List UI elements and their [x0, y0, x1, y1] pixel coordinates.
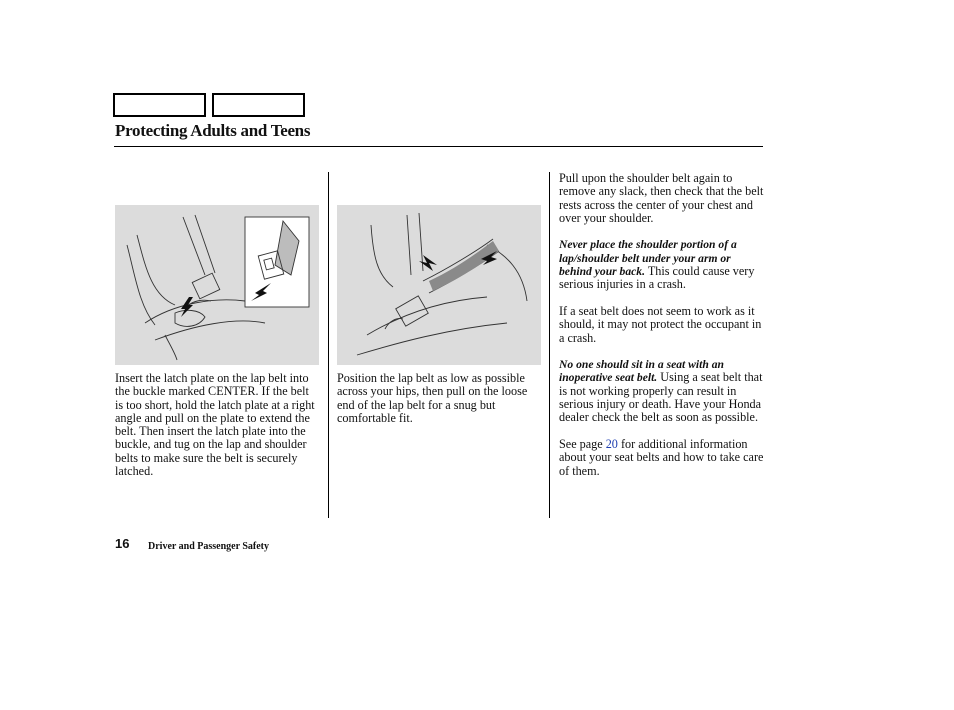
buckle-latch-figure	[115, 205, 319, 365]
header-tab-box-left	[113, 93, 206, 117]
column-1-text	[115, 372, 320, 492]
reference-text-after: for additional information about your seat belts and how to take care of them.	[559, 436, 764, 478]
header-tab-box-right	[212, 93, 305, 117]
column-divider-1	[328, 172, 329, 518]
section-name: Driver and Passenger Safety	[148, 541, 270, 552]
page-title: Protecting Adults and Teens	[115, 121, 311, 140]
warning-text: Never place the shoulder portion of a lap/shoulder belt under your arm or behind your back.	[559, 238, 737, 279]
column-3-text	[559, 172, 765, 491]
buckle-latch-illustration-icon	[115, 205, 319, 365]
instruction-paragraph: Insert the latch plate on the lap belt into the buckle marked CENTER. If the belt is too short, hold the latch plate at a right angle and pull on the plate to extend the belt. Then insert the latch plate into the buckle, and tug on the lap and shoulder belts to make sure the belt is securely latched.	[115, 371, 315, 479]
instruction-paragraph: Position the lap belt as low as possible across your hips, then pull on the loose end of the lap belt for a snug but comfortable fit.	[337, 371, 528, 425]
instruction-paragraph: Pull upon the shoulder belt again to remove any slack, then check that the belt rests across the center of your chest and over your shoulder.	[559, 171, 764, 225]
page-20-link[interactable]: 20	[605, 436, 618, 451]
warning-paragraph	[559, 238, 765, 291]
reference-paragraph	[559, 438, 765, 478]
lap-belt-figure	[337, 205, 541, 365]
warning-detail: This could cause very serious injuries in a crash.	[559, 264, 755, 292]
lap-belt-tighten-illustration-icon	[337, 205, 541, 365]
warning-paragraph	[559, 358, 765, 424]
warning-detail: Using a seat belt that is not working properly can result in serious injury or death. Have your Honda dealer check the belt as soon as possible.	[559, 370, 763, 425]
info-paragraph: If a seat belt does not seem to work as it should, it may not protect the occupant in a crash.	[559, 303, 762, 345]
reference-text-before: See page	[559, 436, 606, 451]
title-rule	[114, 146, 763, 147]
column-divider-2	[549, 172, 550, 518]
page-number: 16	[115, 536, 130, 551]
column-2-text	[337, 372, 542, 438]
warning-text: No one should sit in a seat with an inoperative seat belt.	[559, 358, 724, 385]
